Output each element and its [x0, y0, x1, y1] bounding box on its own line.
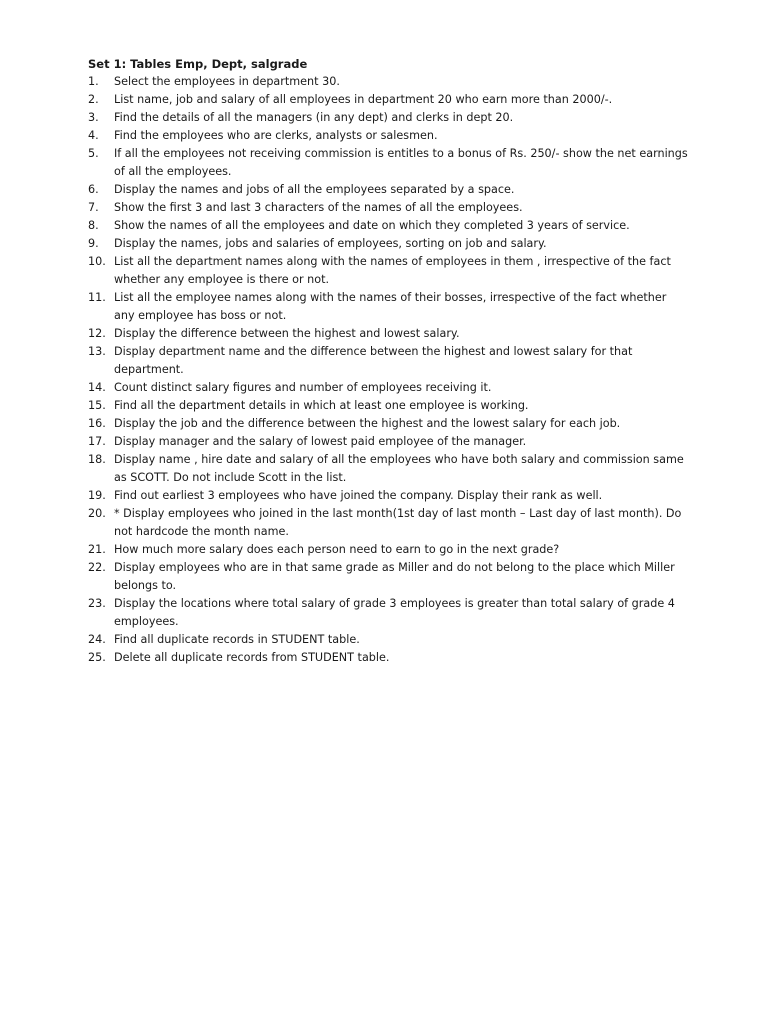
question-item	[88, 181, 688, 199]
question-item	[88, 73, 688, 91]
question-number: 9.	[88, 237, 99, 250]
question-text: Display the difference between the highest and lowest salary.	[114, 327, 460, 340]
question-item	[88, 145, 688, 181]
question-item	[88, 415, 688, 433]
question-item	[88, 289, 688, 325]
question-text: Display the locations where total salary of grade 3 employees is greater than total salary of grade 4 employees.	[114, 597, 675, 628]
question-number: 12.	[88, 327, 106, 340]
question-item	[88, 451, 688, 487]
question-item	[88, 487, 688, 505]
question-number: 18.	[88, 453, 106, 466]
question-item	[88, 199, 688, 217]
question-number: 23.	[88, 597, 106, 610]
question-number: 7.	[88, 201, 99, 214]
question-text: List all the employee names along with the names of their bosses, irrespective of the fact whether any employee has boss or not.	[114, 291, 667, 322]
question-number: 19.	[88, 489, 106, 502]
question-number: 15.	[88, 399, 106, 412]
question-number: 3.	[88, 111, 99, 124]
question-text: Find out earliest 3 employees who have joined the company. Display their rank as well.	[114, 489, 603, 502]
question-item	[88, 541, 688, 559]
question-text: Delete all duplicate records from STUDENT table.	[114, 651, 390, 664]
question-text: List all the department names along with the names of employees in them , irrespective of the fact whether any employee is there or not.	[114, 255, 671, 286]
question-text: List name, job and salary of all employees in department 20 who earn more than 2000/-.	[114, 93, 613, 106]
question-item	[88, 505, 688, 541]
question-item	[88, 649, 688, 667]
question-number: 17.	[88, 435, 106, 448]
question-item	[88, 397, 688, 415]
question-text: Display employees who are in that same grade as Miller and do not belong to the place which Miller belongs to.	[114, 561, 675, 592]
question-text: Display name , hire date and salary of all the employees who have both salary and commission same as SCOTT. Do not include Scott in the list.	[114, 453, 684, 484]
question-text: How much more salary does each person need to earn to go in the next grade?	[114, 543, 560, 556]
question-item	[88, 217, 688, 235]
question-text: Display the names and jobs of all the employees separated by a space.	[114, 183, 515, 196]
question-item	[88, 595, 688, 631]
question-item	[88, 559, 688, 595]
question-item	[88, 379, 688, 397]
question-number: 11.	[88, 291, 106, 304]
question-number: 20.	[88, 507, 106, 520]
question-number: 1.	[88, 75, 99, 88]
question-number: 4.	[88, 129, 99, 142]
question-number: 21.	[88, 543, 106, 556]
question-item	[88, 433, 688, 451]
question-item	[88, 127, 688, 145]
question-number: 25.	[88, 651, 106, 664]
question-number: 14.	[88, 381, 106, 394]
question-number: 8.	[88, 219, 99, 232]
question-text: Display manager and the salary of lowest paid employee of the manager.	[114, 435, 527, 448]
question-number: 6.	[88, 183, 99, 196]
question-item	[88, 325, 688, 343]
question-item	[88, 91, 688, 109]
document-content	[88, 55, 688, 667]
question-text: Find the details of all the managers (in any dept) and clerks in dept 20.	[114, 111, 514, 124]
question-text: Display the names, jobs and salaries of employees, sorting on job and salary.	[114, 237, 547, 250]
question-list	[88, 73, 688, 667]
question-number: 24.	[88, 633, 106, 646]
question-text: Find the employees who are clerks, analysts or salesmen.	[114, 129, 438, 142]
question-text: Show the names of all the employees and date on which they completed 3 years of service.	[114, 219, 630, 232]
question-item	[88, 631, 688, 649]
question-item	[88, 109, 688, 127]
question-text: * Display employees who joined in the last month(1st day of last month – Last day of last month). Do not hardcode the month name.	[114, 507, 682, 538]
question-text: Show the first 3 and last 3 characters of the names of all the employees.	[114, 201, 523, 214]
question-number: 5.	[88, 147, 99, 160]
question-number: 16.	[88, 417, 106, 430]
question-text: Count distinct salary figures and number of employees receiving it.	[114, 381, 492, 394]
set-title: Set 1: Tables Emp, Dept, salgrade	[88, 57, 308, 71]
question-text: Select the employees in department 30.	[114, 75, 340, 88]
question-item	[88, 253, 688, 289]
question-text: Find all duplicate records in STUDENT table.	[114, 633, 360, 646]
question-number: 22.	[88, 561, 106, 574]
question-text: If all the employees not receiving commission is entitles to a bonus of Rs. 250/- show the net earnings of all the employees.	[114, 147, 688, 178]
question-text: Display department name and the difference between the highest and lowest salary for that department.	[114, 345, 633, 376]
question-text: Display the job and the difference between the highest and the lowest salary for each job.	[114, 417, 621, 430]
question-item	[88, 343, 688, 379]
question-number: 10.	[88, 255, 106, 268]
question-number: 13.	[88, 345, 106, 358]
question-item	[88, 235, 688, 253]
question-number: 2.	[88, 93, 99, 106]
question-text: Find all the department details in which at least one employee is working.	[114, 399, 529, 412]
